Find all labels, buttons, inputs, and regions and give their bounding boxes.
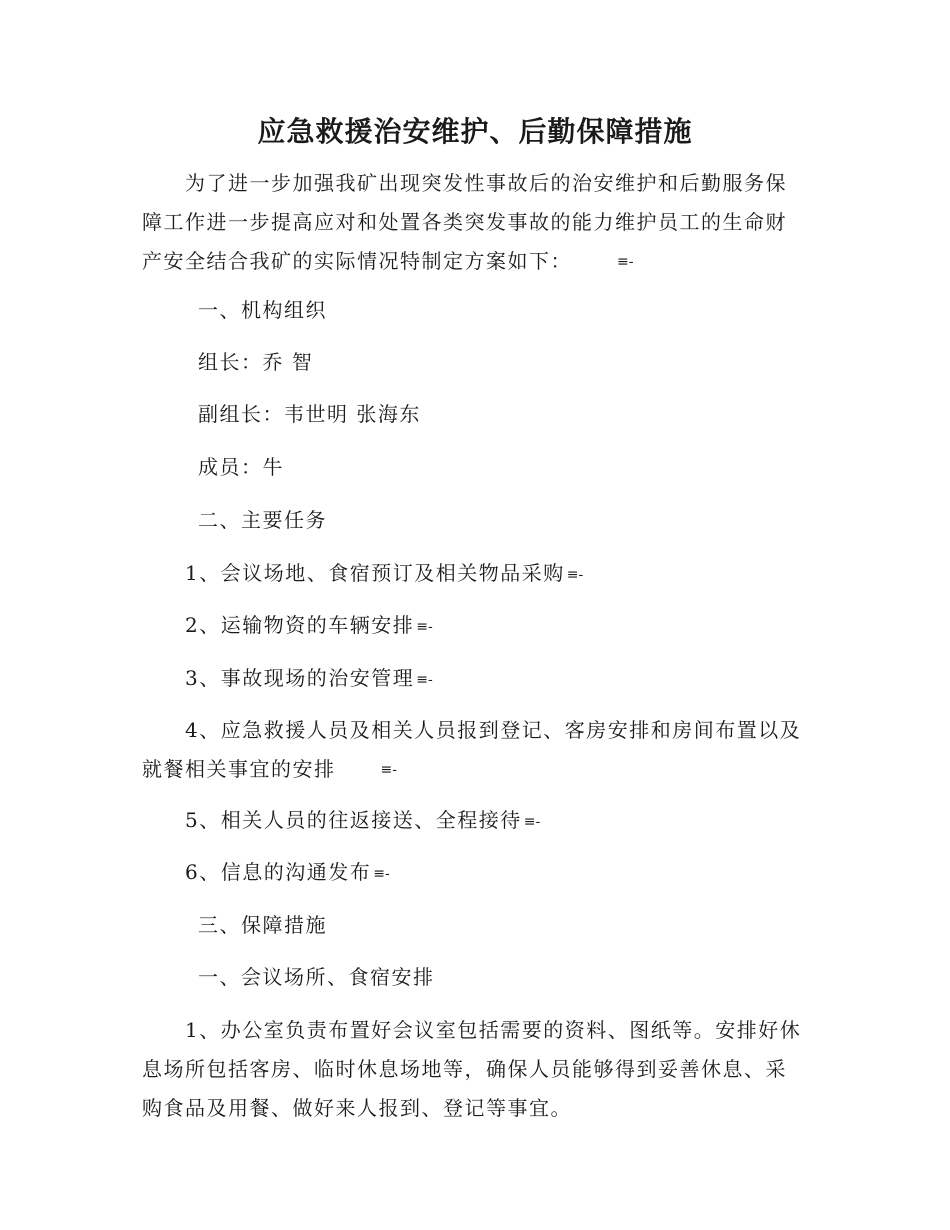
task-item-2-text: 2、运输物资的车辆安排 (185, 613, 415, 637)
task-item-2 (185, 610, 433, 642)
paragraph-mark: ≡- (566, 566, 584, 583)
paragraph-mark: ≡- (523, 813, 541, 830)
paragraph-mark: ≡- (373, 865, 390, 882)
paragraph-mark: ≡- (416, 671, 433, 688)
section-heading-measures: 三、保障措施 (198, 913, 327, 937)
task-item-5 (185, 805, 540, 837)
paragraph-mark: ≡- (380, 762, 397, 778)
paragraph-mark: ≡- (416, 618, 433, 635)
task-item-1 (185, 558, 583, 590)
measure-paragraph-1: 1、办公室负责布置好会议室包括需要的资料、图纸等。安排好休息场所包括客房、临时休息场地等，确保人员能够得到妥善休息、采购食品及用餐、做好来人报到、登记等事宜。 (142, 1018, 802, 1120)
deputy-leader-line: 副组长：韦世明 张海东 (198, 402, 421, 426)
task-item-3-text: 3、事故现场的治安管理 (185, 666, 415, 690)
leader-line: 组长：乔 智 (198, 350, 314, 374)
section-heading-tasks: 二、主要任务 (198, 508, 327, 532)
intro-paragraph (142, 164, 807, 282)
task-item-4-text: 4、应急救援人员及相关人员报到登记、客房安排和房间布置以及就餐相关事宜的安排 (142, 718, 802, 781)
subsection-heading-venue: 一、会议场所、食宿安排 (198, 965, 435, 989)
section-heading-organization: 一、机构组织 (198, 298, 327, 322)
task-item-3 (185, 663, 433, 695)
task-item-6-text: 6、信息的沟通发布 (185, 860, 372, 884)
task-item-4 (142, 711, 807, 790)
task-item-6 (185, 857, 390, 889)
paragraph-mark: ≡- (617, 254, 634, 270)
task-item-5-text: 5、相关人员的往返接送、全程接待 (185, 808, 522, 832)
document-title: 应急救援治安维护、后勤保障措施 (257, 115, 693, 148)
task-item-1-text: 1、会议场地、食宿预订及相关物品采购 (185, 561, 565, 585)
members-line: 成员：牛 (198, 455, 284, 479)
intro-text: 为了进一步加强我矿出现突发性事故后的治安维护和后勤服务保障工作进一步提高应对和处置各类突发事故的能力维护员工的生命财产安全结合我矿的实际情况特制定方案如下： (142, 171, 787, 273)
